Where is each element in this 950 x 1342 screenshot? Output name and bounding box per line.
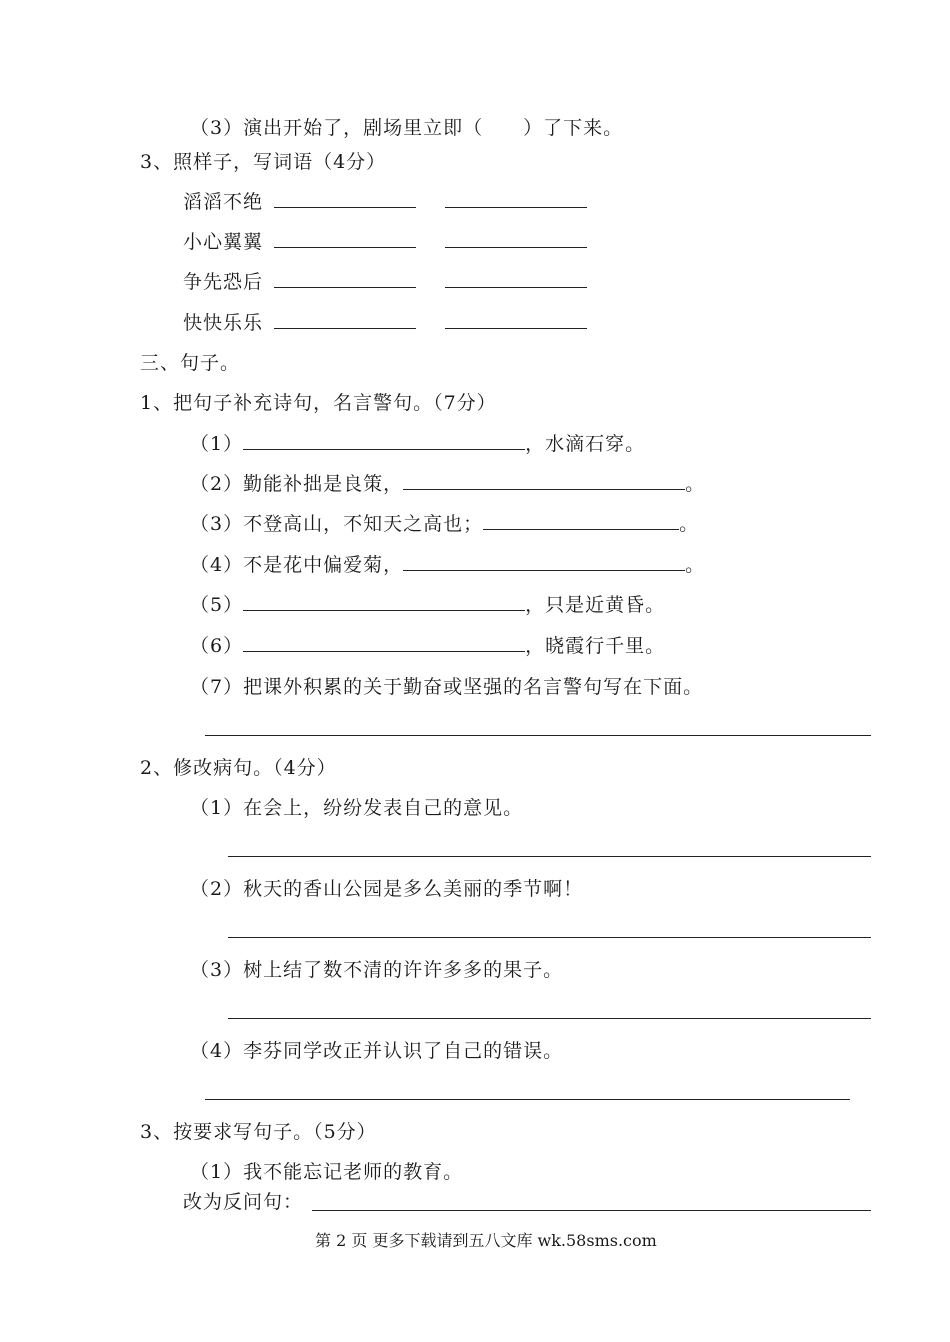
answer-line[interactable]: [228, 1018, 871, 1019]
word-example-row: [183, 190, 587, 214]
answer-blank[interactable]: [243, 594, 525, 611]
quote-item-2: （2）勤能补拙是良策， 。: [190, 473, 706, 495]
sick-sentence-1: （1）在会上，纷纷发表自己的意见。: [190, 797, 524, 819]
answer-line[interactable]: [205, 1099, 850, 1100]
question-title-complete-quotes: 1、把句子补充诗句，名言警句。（7分）: [140, 392, 497, 414]
answer-blank[interactable]: [243, 635, 525, 652]
word-example-row: [183, 270, 587, 294]
quote-item-7: （7）把课外积累的关于勤奋或坚强的名言警句写在下面。: [190, 676, 704, 698]
quote-item-1: （1） ，水滴石穿。: [190, 433, 646, 455]
answer-blank[interactable]: [403, 473, 685, 490]
rhetorical-question-prompt: 改为反问句：: [183, 1191, 304, 1213]
answer-blank[interactable]: [445, 271, 587, 288]
sick-sentence-3: （3）树上结了数不清的许许多多的果子。: [190, 959, 564, 981]
answer-blank[interactable]: [274, 231, 416, 248]
quote-item-5: （5） ，只是近黄昏。: [190, 594, 666, 616]
answer-blank[interactable]: [243, 433, 525, 450]
quote-item-4: （4）不是花中偏爱菊， 。: [190, 554, 706, 576]
fill-in-item-3: （3）演出开始了，剧场里立即（ ）了下来。: [190, 117, 624, 139]
answer-line[interactable]: [228, 856, 871, 857]
answer-line[interactable]: [312, 1210, 871, 1211]
quote-item-3: （3）不登高山，不知天之高也； 。: [190, 513, 700, 535]
sick-sentence-4: （4）李芬同学改正并认识了自己的错误。: [190, 1040, 564, 1062]
answer-blank[interactable]: [483, 513, 679, 530]
answer-line[interactable]: [205, 735, 871, 736]
answer-blank[interactable]: [445, 312, 587, 329]
section-title-sentences: 三、句子。: [140, 352, 241, 374]
page-footer: 第 2 页 更多下载请到五八文库 wk.58sms.com: [315, 1231, 657, 1250]
answer-blank[interactable]: [445, 231, 587, 248]
word-example: 快快乐乐: [183, 312, 264, 334]
answer-blank[interactable]: [445, 191, 587, 208]
question-title-rewrite-sentences: 3、按要求写句子。（5分）: [140, 1121, 377, 1143]
answer-blank[interactable]: [274, 271, 416, 288]
rewrite-sentence-1: （1）我不能忘记老师的教育。: [190, 1161, 464, 1183]
word-example: 小心翼翼: [183, 231, 264, 253]
quote-item-6: （6） ，晓霞行千里。: [190, 635, 666, 657]
word-example: 滔滔不绝: [183, 191, 264, 213]
answer-blank[interactable]: [403, 554, 685, 571]
answer-blank[interactable]: [274, 191, 416, 208]
word-example: 争先恐后: [183, 271, 264, 293]
sick-sentence-2: （2）秋天的香山公园是多么美丽的季节啊！: [190, 878, 584, 900]
question-title-word-examples: 3、照样子，写词语（4分）: [140, 151, 387, 173]
question-title-fix-sentences: 2、修改病句。（4分）: [140, 757, 337, 779]
word-example-row: [183, 230, 587, 254]
answer-line[interactable]: [228, 937, 871, 938]
answer-blank[interactable]: [274, 312, 416, 329]
word-example-row: [183, 311, 587, 335]
